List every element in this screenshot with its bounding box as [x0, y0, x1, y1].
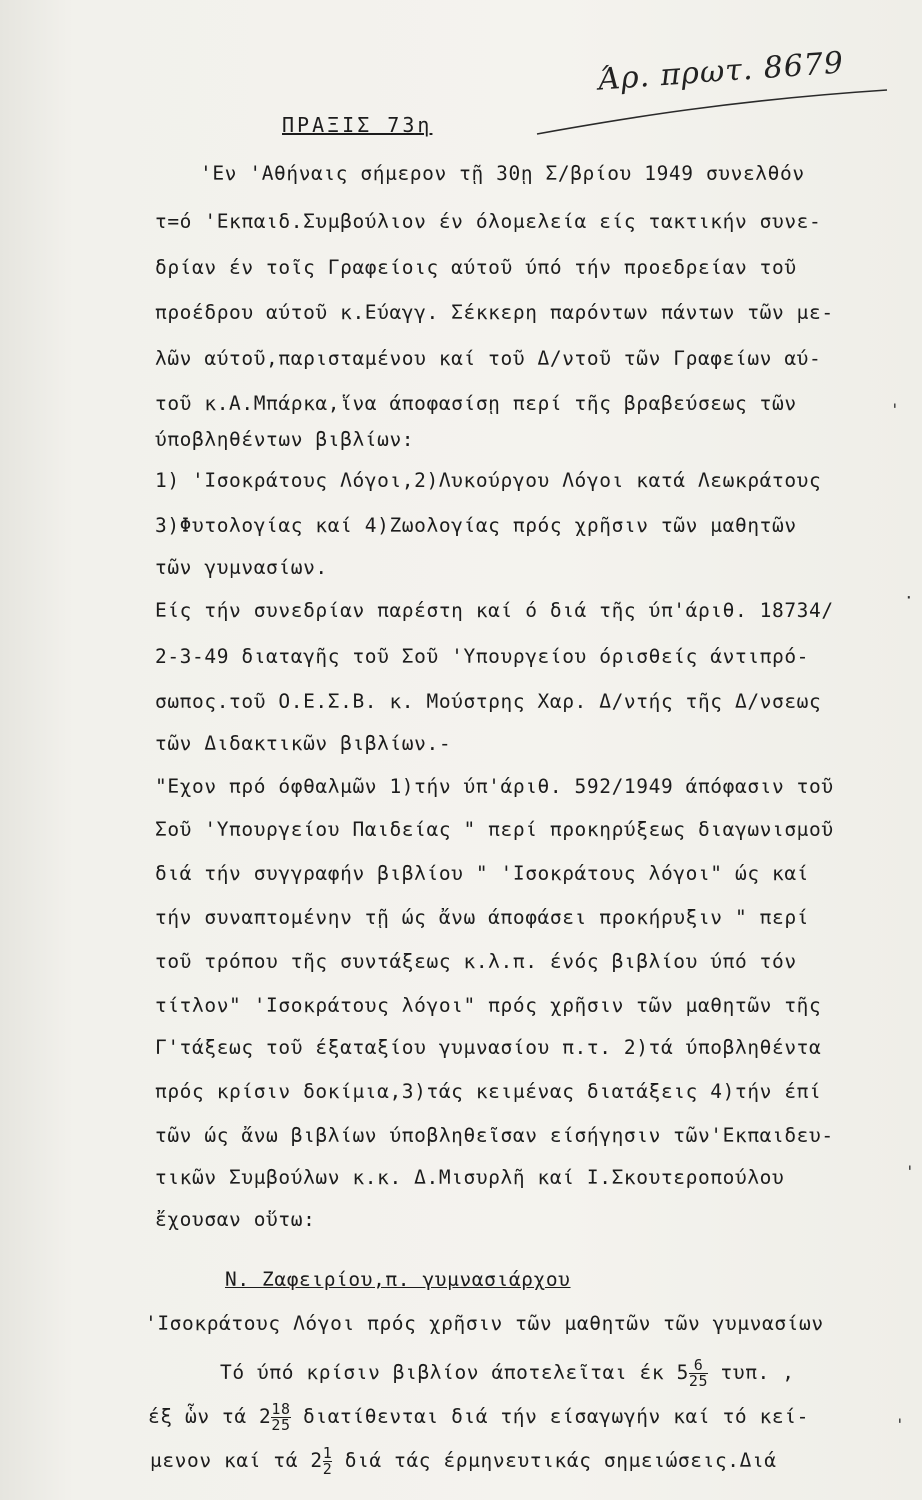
body-line: διά τήν συγγραφήν βιβλίου " 'Ισοκράτους λόγοι" ώς καί	[155, 862, 810, 885]
body-line: τήν συναπτομένην τῇ ώς ἄνω άποφάσει προκήρυξιν " περί	[155, 906, 810, 929]
body-line: τῶν ώς ἄνω βιβλίων ύποβληθεῖσαν είσήγησιν τῶν'Εκπαιδευ-	[155, 1124, 834, 1147]
closing-line-2: Τό ύπό κρίσιν βιβλίον άποτελεῖται έκ 5 $\frac{6}{25}$ τυπ. ,	[220, 1356, 795, 1390]
fraction: $\frac{1}{2}$	[322, 1444, 333, 1478]
body-line: 2-3-49 διαταγῆς τοῦ Σοῦ 'Υπουργείου όρισθείς άντιπρό-	[155, 645, 810, 668]
body-line: Είς τήν συνεδρίαν παρέστη καί ό διά τῆς ύπ'άριθ. 18734/	[155, 599, 834, 622]
handwritten-underline-stroke	[535, 88, 890, 136]
body-line: τίτλον" 'Ισοκράτους λόγοι" πρός χρῆσιν τῶν μαθητῶν τῆς	[155, 994, 822, 1017]
body-line: ἔχουσαν οὕτω:	[155, 1208, 316, 1231]
body-line: τοῦ τρόπου τῆς συντάξεως κ.λ.π. ένός βιβλίου ύπό τόν	[155, 950, 797, 973]
body-line: τικῶν Συμβούλων κ.κ. Δ.Μισυρλῆ καί Ι.Σκουτεροπούλου	[155, 1166, 785, 1189]
body-line: τῶν Διδακτικῶν βιβλίων.-	[155, 732, 452, 755]
body-line: ύποβληθέντων βιβλίων:	[155, 428, 415, 451]
body-line: τοῦ κ.Α.Μπάρκα,ἵνα άποφασίσῃ περί τῆς βραβεύσεως τῶν	[155, 392, 797, 415]
body-line: προέδρου αύτοῦ κ.Εύαγγ. Σέκκερη παρόντων πάντων τῶν με-	[155, 301, 834, 324]
body-line: Σοῦ 'Υπουργείου Παιδείας " περί προκηρύξεως διαγωνισμοῦ	[155, 818, 834, 841]
body-line: δρίαν έν τοῖς Γραφείοις αύτοῦ ύπό τήν προεδρείαν τοῦ	[155, 256, 797, 279]
scanned-document-page: Άρ. πρωτ. 8679 ΠΡΑΞΙΣ 73η 'Εν 'Αθήναις σήμερον τῇ 30ῃ Σ/βρίου 1949 συνελθόν τ=ό 'Εκπαιδ.Συμβούλιον έν όλομελεία είς τακτικήν συνε- δρίαν έν τοῖς Γραφείοις αύτοῦ ύπό τήν προεδρείαν τοῦ προέδρου αύτοῦ κ.Εύαγγ. Σέκκερη παρόντων πάντων τῶν με- λῶν αύτοῦ,παρισταμένου καί τοῦ Δ/ντοῦ τῶν Γραφείων αύ- τοῦ κ.Α.Μπάρκα,ἵνα άποφασίσῃ περί τῆς βραβεύσεως τῶν ύποβληθέντων βιβλίων: 1) 'Ισοκράτους Λόγοι,2)Λυκούργου Λόγοι κατά Λεωκράτους 3)Φυτολογίας καί 4)Ζωολογίας πρός χρῆσιν τῶν μαθητῶν τῶν γυμνασίων. Είς τήν συνεδρίαν παρέστη καί ό διά τῆς ύπ'άριθ. 18734/ 2-3-49 διαταγῆς τοῦ Σοῦ 'Υπουργείου όρισθείς άντιπρό- σωπος.τοῦ Ο.Ε.Σ.Β. κ. Μούστρης Χαρ. Δ/ντής τῆς Δ/νσεως τῶν Διδακτικῶν βιβλίων.- "Εχον πρό όφθαλμῶν 1)τήν ύπ'άριθ. 592/1949 άπόφασιν τοῦ Σοῦ 'Υπουργείου Παιδείας " περί προκηρύξεως διαγωνισμοῦ διά τήν συγγραφήν βιβλίου " 'Ισοκράτους λόγοι" ώς καί τήν συναπτομένην τῇ ώς ἄνω άποφάσει προκήρυξιν " περί τοῦ τρόπου τῆς συντάξεως κ.λ.π. ένός βιβλίου ύπό τόν τίτλον" 'Ισοκράτους λόγοι" πρός χρῆσιν τῶν μαθητῶν τῆς Γ'τάξεως τοῦ έξαταξίου γυμνασίου π.τ. 2)τά ύποβληθέντα πρός κρίσιν δοκίμια,3)τάς κειμένας διατάξεις 4)τήν έπί τῶν ώς ἄνω βιβλίων ύποβληθεῖσαν είσήγησιν τῶν'Εκπαιδευ- τικῶν Συμβούλων κ.κ. Δ.Μισυρλῆ καί Ι.Σκουτεροπούλου ἔχουσαν οὕτω: Ν. Ζαφειρίου,π. γυμνασιάρχου 'Ισοκράτους Λόγοι πρός χρῆσιν τῶν μαθητῶν τῶν γυμνασίων Τό ύπό κρίσιν βιβλίον άποτελεῖται έκ 5 $\frac{6}{25}$ τυπ. , έξ ὧν τά 2 $\frac{18}{25}$ διατίθενται διά τήν είσαγωγήν καί τό κεί- μενον καί τά 2 $\frac{1}{2}$ διά τάς έρμηνευτικάς σημειώσεις.Διά ' · ' '	[0, 0, 922, 1500]
body-line: τῶν γυμνασίων.	[155, 556, 328, 579]
body-line: Γ'τάξεως τοῦ έξαταξίου γυμνασίου π.τ. 2)τά ύποβληθέντα	[155, 1036, 822, 1059]
document-title: ΠΡΑΞΙΣ 73η	[282, 113, 433, 137]
body-line: "Εχον πρό όφθαλμῶν 1)τήν ύπ'άριθ. 592/1949 άπόφασιν τοῦ	[155, 775, 834, 798]
body-line: λῶν αύτοῦ,παρισταμένου καί τοῦ Δ/ντοῦ τῶν Γραφείων αύ-	[155, 347, 822, 370]
body-line: 'Εν 'Αθήναις σήμερον τῇ 30ῃ Σ/βρίου 1949 συνελθόν	[200, 162, 805, 185]
fraction: $\frac{18}{25}$	[271, 1400, 291, 1434]
closing-line-4: μενον καί τά 2 $\frac{1}{2}$ διά τάς έρμηνευτικάς σημειώσεις.Διά	[150, 1444, 777, 1478]
body-line: 3)Φυτολογίας καί 4)Ζωολογίας πρός χρῆσιν τῶν μαθητῶν	[155, 514, 797, 537]
body-line: πρός κρίσιν δοκίμια,3)τάς κειμένας διατάξεις 4)τήν έπί	[155, 1080, 822, 1103]
handwritten-protocol-number: Άρ. πρωτ. 8679	[597, 45, 846, 98]
closing-line-1: 'Ισοκράτους Λόγοι πρός χρῆσιν τῶν μαθητῶν τῶν γυμνασίων	[145, 1312, 824, 1335]
body-line: τ=ό 'Εκπαιδ.Συμβούλιον έν όλομελεία είς τακτικήν συνε-	[155, 210, 822, 233]
fraction: $\frac{6}{25}$	[688, 1356, 709, 1390]
closing-line-3: έξ ὧν τά 2 $\frac{18}{25}$ διατίθενται διά τήν είσαγωγήν καί τό κεί-	[148, 1400, 809, 1434]
body-line: σωπος.τοῦ Ο.Ε.Σ.Β. κ. Μούστρης Χαρ. Δ/ντής τῆς Δ/νσεως	[155, 690, 822, 713]
bleed-through-text	[160, 1482, 920, 1500]
body-line: 1) 'Ισοκράτους Λόγοι,2)Λυκούργου Λόγοι κατά Λεωκράτους	[155, 469, 822, 492]
section-subheading: Ν. Ζαφειρίου,π. γυμνασιάρχου	[225, 1268, 571, 1291]
